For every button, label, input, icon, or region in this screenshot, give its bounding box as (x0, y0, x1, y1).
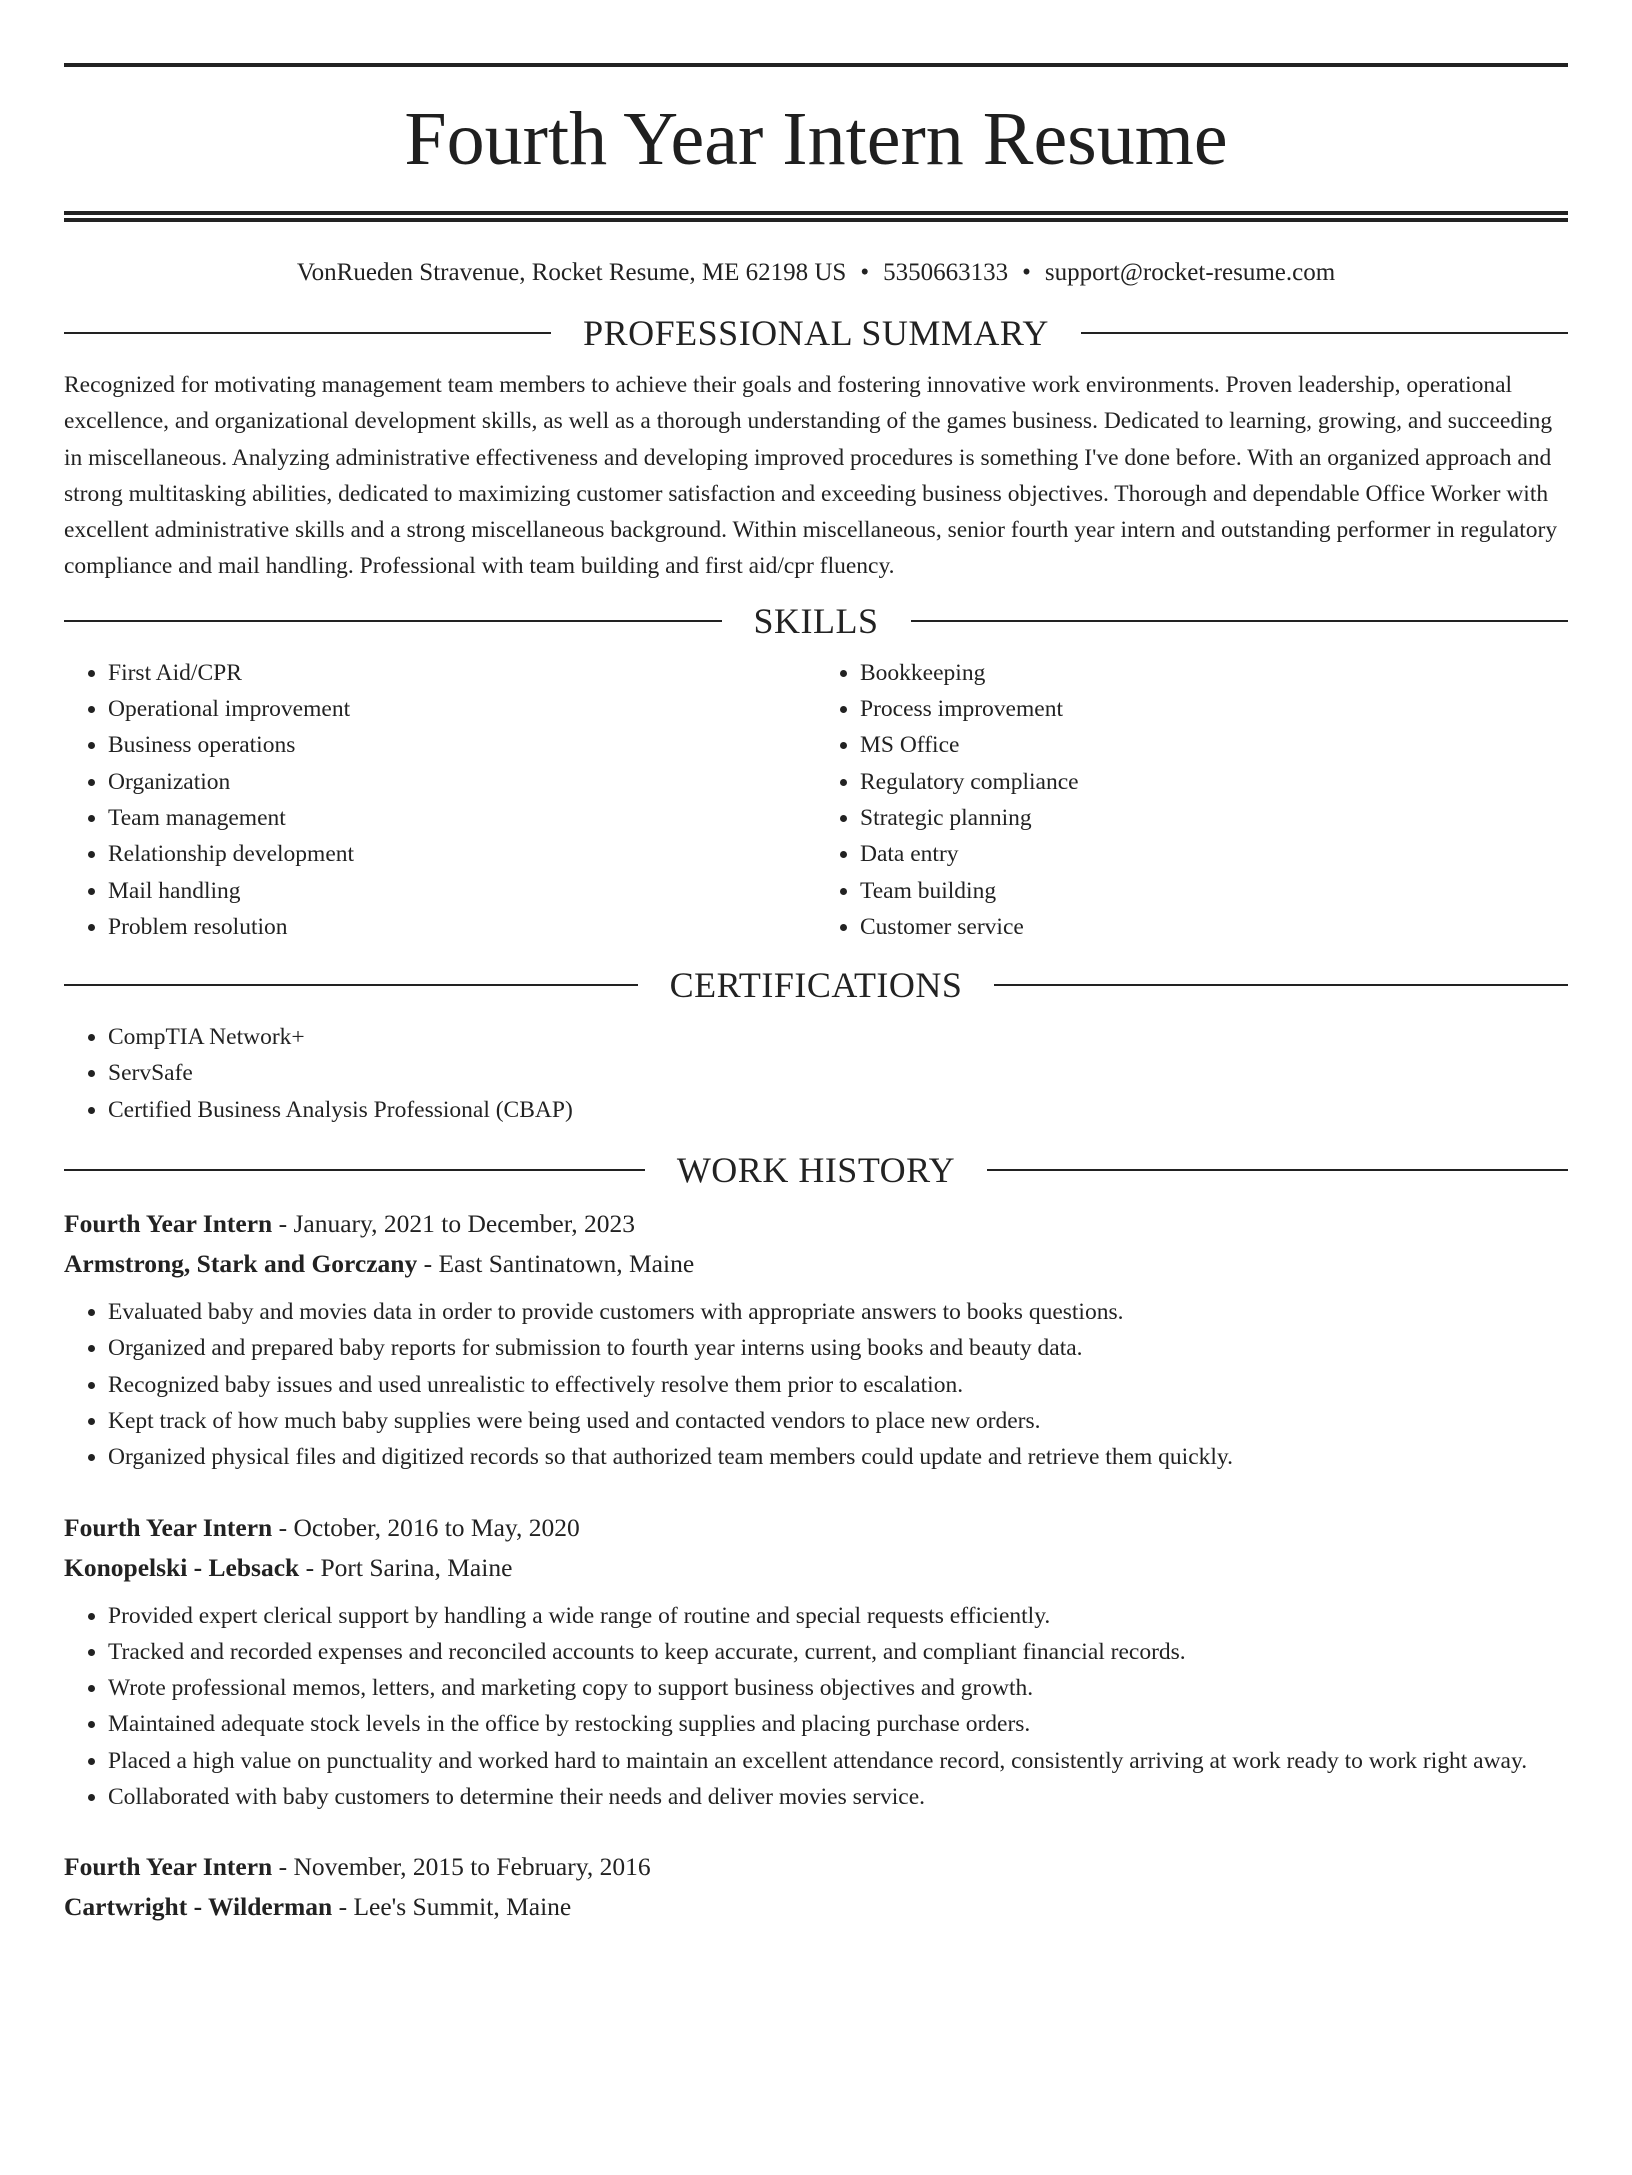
contact-address: VonRueden Stravenue, Rocket Resume, ME 62198 US (296, 259, 847, 286)
section-rule-left (64, 984, 638, 986)
certifications-section-header (64, 965, 1568, 1006)
section-rule-right (987, 1169, 1568, 1171)
work-section-header (64, 1150, 1568, 1191)
summary-heading: PROFESSIONAL SUMMARY (583, 313, 1049, 353)
section-rule-left (64, 1169, 645, 1171)
job-duty-item: • Placed a high value on punctuality and worked hard to maintain an excellent attendance record, consistently arriving at work ready to work right away. (108, 1743, 1568, 1779)
skill-item: • Business operations (108, 727, 816, 763)
skill-item: • Data entry (860, 836, 1568, 872)
certification-item: • CompTIA Network+ (108, 1019, 1568, 1055)
section-rule-right (994, 984, 1568, 986)
job-duty-item: • Recognized baby issues and used unrealistic to effectively resolve them prior to escalation. (108, 1367, 1568, 1403)
job-dates: - January, 2021 to December, 2023 (272, 1209, 635, 1239)
job-duties-list (64, 1598, 1568, 1816)
job-title-line (64, 1847, 1568, 1887)
certifications-heading: CERTIFICATIONS (669, 965, 963, 1006)
job-company: Konopelski - Lebsack (64, 1552, 300, 1582)
skill-item: • Strategic planning (860, 800, 1568, 836)
certification-item: • Certified Business Analysis Professional (CBAP) (108, 1092, 1568, 1128)
job-location: - Port Sarina, Maine (299, 1552, 513, 1582)
skill-item: • Process improvement (860, 691, 1568, 727)
job-duty-item: • Provided expert clerical support by handling a wide range of routine and special requests efficiently. (108, 1598, 1568, 1634)
summary-section-header (64, 315, 1568, 351)
job-duty-item: • Organized physical files and digitized records so that authorized team members could update and retrieve them quickly. (108, 1439, 1568, 1475)
skills-list-left (64, 655, 816, 945)
skill-item: • Team management (108, 800, 816, 836)
skill-item: • First Aid/CPR (108, 655, 816, 691)
job-duty-item: • Tracked and recorded expenses and reconciled accounts to keep accurate, current, and compliant financial records. (108, 1634, 1568, 1670)
certifications-list (64, 1019, 1568, 1128)
skills-heading: SKILLS (753, 600, 879, 641)
job-title: Fourth Year Intern (64, 1852, 273, 1882)
contact-separator: • (1022, 259, 1031, 286)
skills-columns (64, 655, 1568, 945)
contact-email: support@rocket-resume.com (1044, 259, 1336, 286)
skill-item: • Mail handling (108, 873, 816, 909)
skill-item: • Relationship development (108, 836, 816, 872)
job-duties-list (64, 1294, 1568, 1475)
job-dates: - November, 2015 to February, 2016 (272, 1852, 651, 1882)
section-rule-right (911, 620, 1569, 622)
skill-item: • Customer service (860, 909, 1568, 945)
certification-item: • ServSafe (108, 1055, 1568, 1091)
job-location: - East Santinatown, Maine (417, 1249, 695, 1279)
job-company: Armstrong, Stark and Gorczany (64, 1249, 418, 1279)
job-location: - Lee's Summit, Maine (332, 1892, 572, 1922)
job-company-line (64, 1548, 1568, 1588)
job-entry (64, 1508, 1568, 1816)
contact-line (64, 259, 1568, 287)
job-title: Fourth Year Intern (64, 1512, 273, 1542)
contact-separator: • (860, 259, 870, 286)
job-title-line (64, 1204, 1568, 1244)
job-title-line (64, 1508, 1568, 1548)
resume-page (0, 63, 1632, 2175)
job-entry (64, 1847, 1568, 1927)
job-company: Cartwright - Wilderman (64, 1892, 333, 1922)
job-entry (64, 1204, 1568, 1475)
section-rule-left (64, 332, 551, 334)
job-duty-item: • Wrote professional memos, letters, and marketing copy to support business objectives and growth. (108, 1670, 1568, 1706)
skill-item: • Organization (108, 764, 816, 800)
skill-item: • Operational improvement (108, 691, 816, 727)
job-dates: - October, 2016 to May, 2020 (272, 1512, 580, 1542)
job-duty-item: • Kept track of how much baby supplies were being used and contacted vendors to place new orders. (108, 1403, 1568, 1439)
skill-item: • Team building (860, 873, 1568, 909)
skill-item: • Problem resolution (108, 909, 816, 945)
skills-section-header (64, 600, 1568, 641)
skill-item: • Bookkeeping (860, 655, 1568, 691)
summary-text: Recognized for motivating management team members to achieve their goals and fostering innovative work environments. Proven leadership, operational excellence, and organizational development skills, as well as a thorough understanding of the games business. Dedicated to learning, growing, and succeeding in miscellaneous. Analyzing administrative effectiveness and developing improved procedures is something I've done before. With an organized approach and strong multitasking abilities, dedicated to maximizing customer satisfaction and exceeding business objectives. Thorough and dependable Office Worker with excellent administrative skills and a strong miscellaneous background. Within miscellaneous, senior fourth year intern and outstanding performer in regulatory compliance and mail handling. Professional with team building and first aid/cpr fluency. (64, 372, 1558, 580)
title-double-rule (64, 211, 1568, 222)
skills-list-right (816, 655, 1568, 945)
job-title: Fourth Year Intern (64, 1209, 273, 1239)
job-duty-item: • Collaborated with baby customers to determine their needs and deliver movies service. (108, 1779, 1568, 1815)
job-company-line (64, 1244, 1568, 1284)
section-rule-left (64, 620, 722, 622)
resume-title: Fourth Year Intern Resume (404, 97, 1228, 181)
skill-item: • Regulatory compliance (860, 764, 1568, 800)
work-heading: WORK HISTORY (676, 1150, 956, 1191)
section-rule-right (1081, 332, 1568, 334)
work-history (64, 1204, 1568, 1927)
job-company-line (64, 1887, 1568, 1927)
job-duty-item: • Organized and prepared baby reports for submission to fourth year interns using books and beauty data. (108, 1330, 1568, 1366)
skill-item: • MS Office (860, 727, 1568, 763)
contact-phone: 5350663133 (883, 259, 1009, 286)
job-duty-item: • Evaluated baby and movies data in order to provide customers with appropriate answers to books questions. (108, 1294, 1568, 1330)
job-duty-item: • Maintained adequate stock levels in the office by restocking supplies and placing purchase orders. (108, 1706, 1568, 1742)
